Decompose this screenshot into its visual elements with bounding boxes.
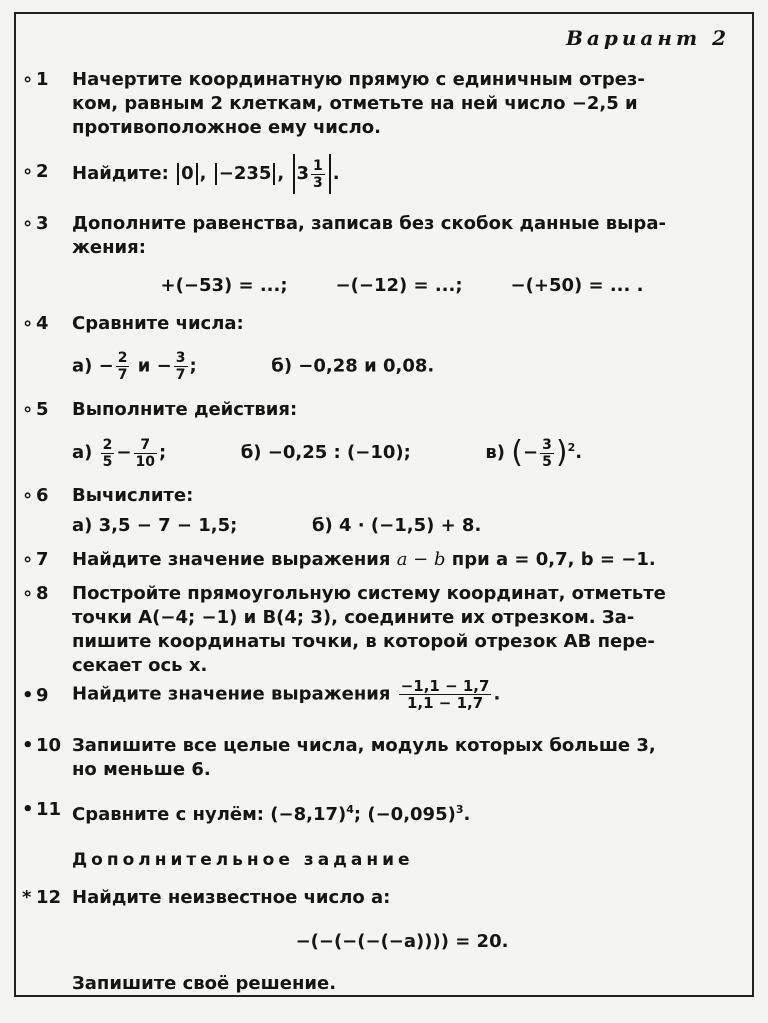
task-label: Вычислите: [72,485,194,506]
task-text-line: секает ось x. [72,655,208,676]
task-text-line: но меньше 6. [72,759,211,780]
variant-title: Вариант 2 [566,26,730,50]
open-circle-icon: ∘ [22,313,34,334]
open-circle-icon: ∘ [22,583,34,604]
filled-bullet-icon: • [22,735,34,756]
task-12: * 12 Найдите неизвестное число a: −(−(−(−(−a)))) = 20. Запишите своё решение. [22,886,732,996]
part-b: б) −0,28 и 0,08. [271,355,435,377]
task-5 [22,398,732,470]
task-3 [22,212,732,298]
task-text-line: Постройте прямоугольную систему координат, отметьте [72,583,666,604]
open-circle-icon: ∘ [22,399,34,420]
expression-fraction: $\frac{-1,1 - 1,7}{1,1 - 1,7}$ [400,677,490,712]
part-b: б) 4 · (−1,5) + 8. [311,515,482,536]
open-circle-icon: ∘ [22,213,34,234]
open-circle-icon: ∘ [22,69,34,90]
task-number: 1 [36,69,49,90]
task-10 [22,734,732,782]
task-1 [22,68,732,140]
task-text-line: Дополните равенства, записав без скобок данные выра- [72,213,666,234]
task-number: 6 [36,485,49,506]
extra-task-heading: Дополнительное задание [72,850,414,870]
task-number: 10 [36,735,62,756]
task-number: 12 [36,887,62,908]
expressions-row: +(−53) = ...; −(−12) = ...; −(+50) = ... . [160,275,644,296]
task-text-line: ком, равным 2 клеткам, отметьте на ней число −2,5 и [72,93,638,114]
task-4-parts: а) − $\frac{2}{7}$ и − $\frac{3}{7}$ ; б) −0,28 и 0,08. [72,350,435,383]
filled-bullet-icon: • [22,685,34,706]
task-6 [22,484,732,538]
task-number: 3 [36,213,49,234]
task-5-parts: а) $\frac{2}{5}$ − $\frac{7}{10}$ ; б) −0,25 : (−10); в) (− $\frac{3}{5}$ )$^2$. [72,435,583,470]
task-number: 2 [36,161,49,182]
task-text-line: жения: [72,237,146,258]
task-number: 5 [36,399,49,420]
task-number: 8 [36,583,49,604]
part-b: б) −0,25 : (−10); [240,442,411,463]
equation: −(−(−(−(−a)))) = 20. [295,931,509,952]
task-7: ∘ 7 Найдите значение выражения a − b при a = 0,7, b = −1. [22,549,656,570]
filled-bullet-icon: • [22,799,34,820]
task-number: 11 [36,799,62,820]
task-number: 4 [36,313,49,334]
open-circle-icon: ∘ [22,485,34,506]
task-text-line: пишите координаты точки, в которой отрезок AB пере- [72,631,655,652]
abs-value-c-fraction: $\frac{1}{3}$ [313,157,323,191]
abs-value-b: −235 [218,163,272,184]
task-label: Найдите: [72,163,169,184]
asterisk-icon: * [22,887,32,908]
task-label: Выполните действия: [72,399,298,420]
abs-value-c-whole: 3 [296,163,310,184]
task-8 [22,582,732,678]
task-9: • 9 Найдите значение выражения $\frac{-1,1 - 1,7}{1,1 - 1,7}$ . [22,677,501,712]
task-text-line: Начертите координатную прямую с единичным отрез- [72,69,645,90]
task-11: • 11 Сравните с нулём: $(-8,17)^4$; $(-0,095)^3$. [22,799,471,825]
abs-value-a: 0 [181,163,194,184]
task-text-line: Запишите все целые числа, модуль которых больше 3, [72,735,656,756]
task-text-line: точки A(−4; −1) и B(4; 3), соедините их отрезком. За- [72,607,635,628]
task-2: ∘ 2 Найдите: 0 , −235 , 3 $\frac{1}{3}$ . [22,154,732,194]
open-circle-icon: ∘ [22,161,34,182]
open-circle-icon: ∘ [22,549,34,570]
part-a: а) 3,5 − 7 − 1,5; [72,515,238,536]
task-text-line: противоположное ему число. [72,117,381,138]
task-footer: Запишите своё решение. [72,973,337,994]
task-4 [22,312,732,383]
task-number: 9 [36,685,49,706]
task-number: 7 [36,549,49,570]
worksheet-page [14,12,754,997]
task-label: Сравните числа: [72,313,244,334]
